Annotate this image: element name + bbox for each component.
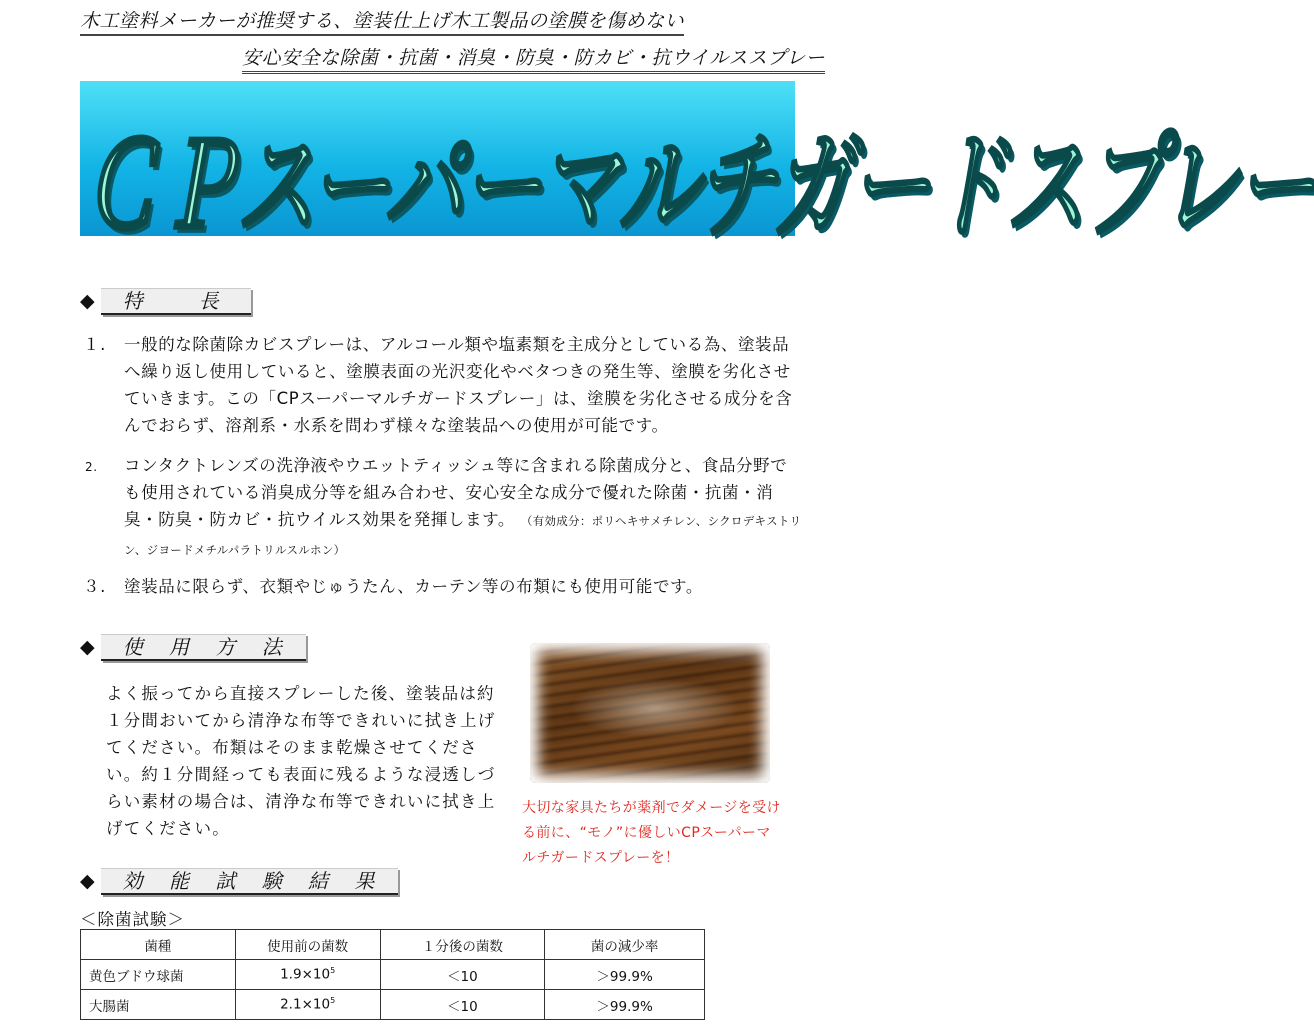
diamond-bullet-icon: ◆	[80, 636, 95, 658]
usage-heading-label: 使 用 方 法	[101, 634, 306, 661]
diamond-bullet-icon: ◆	[80, 290, 95, 312]
feature-item-1	[83, 331, 803, 439]
reduction-rate: ＞99.9%	[545, 960, 705, 990]
feature-number: ３.	[83, 577, 106, 596]
feature-item-3	[83, 573, 803, 600]
feature-number: １.	[83, 335, 106, 354]
usage-instructions: よく振ってから直接スプレーした後、塗装品は約１分間おいてから清浄な布等できれいに拭き上げてください。布類はそのまま乾燥させてください。約１分間経っても表面に残るような浸透しづらい素材の場合は、清浄な布等できれいに拭き上げてください。	[106, 684, 496, 838]
count-after: ＜10	[380, 990, 545, 1020]
usage-heading	[80, 634, 306, 660]
features-heading	[80, 288, 251, 314]
column-header: 使用前の菌数	[235, 930, 380, 960]
sterilization-test-label: ＜除菌試験＞	[80, 910, 185, 929]
feature-item-2	[83, 452, 803, 564]
column-header: 菌種	[81, 930, 236, 960]
feature-number: 2.	[85, 460, 98, 474]
table-row	[81, 960, 705, 990]
diamond-bullet-icon: ◆	[80, 870, 95, 892]
bacteria-name: 黄色ブドウ球菌	[81, 960, 236, 990]
photo-caption: 大切な家具たちが薬剤でダメージを受ける前に、“モノ”に優しいCPスーパーマルチガードスプレーを！	[522, 800, 781, 866]
table-row	[81, 990, 705, 1020]
tagline-1: 木工塗料メーカーが推奨する、塗装仕上げ木工製品の塗膜を傷めない	[80, 6, 684, 36]
active-ingredients-note: （有効成分：ポリヘキサメチレン、シクロデキストリン、ジヨードメチルパラトリルスルホン）	[124, 514, 802, 557]
wood-furniture-photo	[530, 643, 770, 783]
table-header-row	[81, 930, 705, 960]
bacteria-name: 大腸菌	[81, 990, 236, 1020]
results-heading	[80, 868, 398, 894]
count-before: $1.9\times 10^5$	[235, 960, 380, 990]
sterilization-results-table	[80, 929, 705, 1020]
column-header: 菌の減少率	[545, 930, 705, 960]
title-banner	[80, 81, 1314, 254]
feature-text: 塗装品に限らず、衣類やじゅうたん、カーテン等の布類にも使用可能です。	[124, 577, 703, 596]
results-heading-label: 効 能 試 験 結 果	[101, 868, 399, 895]
reduction-rate: ＞99.9%	[545, 990, 705, 1020]
features-heading-label: 特 長	[101, 288, 251, 315]
count-after: ＜10	[380, 960, 545, 990]
feature-text: コンタクトレンズの洗浄液やウエットティッシュ等に含まれる除菌成分と、食品分野でも使用されている消臭成分等を組み合わせ、安心安全な成分で優れた除菌・抗菌・消臭・防臭・防カビ・抗ウイルス効果を発揮します。	[124, 456, 788, 529]
count-before: $2.1\times 10^5$	[235, 990, 380, 1020]
product-title: ＣＰスーパーマルチガードスプレー	[80, 119, 1314, 254]
tagline-2: 安心安全な除菌・抗菌・消臭・防臭・防カビ・抗ウイルススプレー	[242, 43, 825, 74]
feature-text: 一般的な除菌除カビスプレーは、アルコール類や塩素類を主成分としている為、塗装品へ繰り返し使用していると、塗膜表面の光沢変化やベタつきの発生等、塗膜を劣化させていきます。この「CPスーパーマルチガードスプレー」は、塗膜を劣化させる成分を含んでおらず、溶剤系・水系を問わず様々な塗装品への使用が可能です。	[124, 335, 793, 435]
column-header: １分後の菌数	[380, 930, 545, 960]
